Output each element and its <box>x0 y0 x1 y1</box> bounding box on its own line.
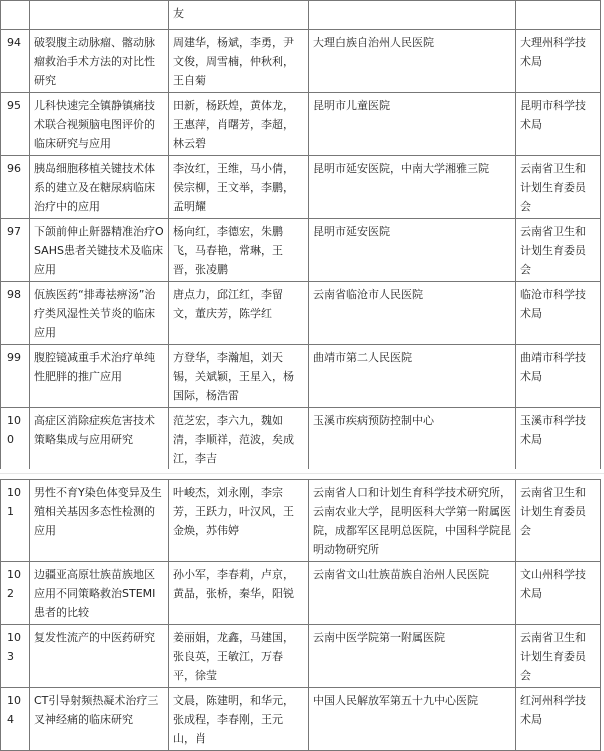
unit-cell: 云南省人口和计划生育科学技术研究所，云南农业大学，昆明医科大学第一附属医院，成都军区昆明总医院，中国科学院昆明动物研究所 <box>309 480 516 562</box>
recommender-cell: 昆明市科学技术局 <box>516 93 601 156</box>
table-row <box>1 219 601 282</box>
unit-cell: 中国人民解放军第五十九中心医院 <box>309 688 516 751</box>
table-row <box>1 480 601 562</box>
recommender-cell: 文山州科学技术局 <box>516 562 601 625</box>
people-cell: 周建华，杨斌，李勇，尹文俊，周雪楠，仲秋利，王自菊 <box>169 30 309 93</box>
people-cell: 文晨，陈建明，和华元，张成程，李春刚，王元山，肖 <box>169 688 309 751</box>
table-row <box>1 625 601 688</box>
table-row-fragment <box>1 1 601 30</box>
number-cell: 101 <box>1 480 30 562</box>
recommender-cell: 云南省卫生和计划生育委员会 <box>516 625 601 688</box>
unit-cell: 云南中医学院第一附属医院 <box>309 625 516 688</box>
unit-cell: 云南省临沧市人民医院 <box>309 282 516 345</box>
recommender-cell: 云南省卫生和计划生育委员会 <box>516 480 601 562</box>
recommender-cell: 红河州科学技术局 <box>516 688 601 751</box>
people-cell: 叶峻杰，刘永刚，李宗芳，王跃力，叶汉风，王金焕，苏伟婷 <box>169 480 309 562</box>
table-row <box>1 30 601 93</box>
people-cell: 杨向红，李德宏，朱鹏飞，马春艳，常琳，王晋，张凌鹏 <box>169 219 309 282</box>
unit-cell: 曲靖市第二人民医院 <box>309 345 516 408</box>
title-cell: 破裂腹主动脉瘤、髂动脉瘤救治手术方法的对比性研究 <box>30 30 169 93</box>
number-cell: 94 <box>1 30 30 93</box>
unit-cell: 昆明市儿童医院 <box>309 93 516 156</box>
people-cell: 姜丽娟，龙鑫，马建国，张良英，王敏江，万春平，徐莹 <box>169 625 309 688</box>
number-cell: 103 <box>1 625 30 688</box>
recommender-cell: 玉溪市科学技术局 <box>516 408 601 471</box>
table-row <box>1 345 601 408</box>
recommender-cell: 云南省卫生和计划生育委员会 <box>516 156 601 219</box>
recommender-cell: 云南省卫生和计划生育委员会 <box>516 219 601 282</box>
number-cell: 97 <box>1 219 30 282</box>
title-cell: 儿科快速完全镇静镇痛技术联合视频脑电图评价的临床研究与应用 <box>30 93 169 156</box>
title-cell: CT引导射频热凝术治疗三叉神经痛的临床研究 <box>30 688 169 751</box>
title-cell: 高症区消除症疾危害技术策略集成与应用研究 <box>30 408 169 471</box>
number-cell: 98 <box>1 282 30 345</box>
table-row <box>1 408 601 471</box>
table-row <box>1 562 601 625</box>
people-cell: 田新，杨跃煌，黄体龙，王惠萍，肖曙芳，李超，林云碧 <box>169 93 309 156</box>
number-cell: 104 <box>1 688 30 751</box>
unit-cell: 玉溪市疾病预防控制中心 <box>309 408 516 471</box>
people-cell: 李汝红，王维，马小倩，侯宗柳，王文举，李鹏，孟明耀 <box>169 156 309 219</box>
title-cell: 佤族医药“排毒祛痹汤”治疗类风湿性关节炎的临床应用 <box>30 282 169 345</box>
recommender-cell: 曲靖市科学技术局 <box>516 345 601 408</box>
page-break-gap <box>0 469 604 479</box>
title-cell: 边疆亚高原壮族苗族地区应用不同策略救治STEMI患者的比较 <box>30 562 169 625</box>
people-cell: 孙小军，李春莉，卢京，黄晶，张桥，秦华，阳锐 <box>169 562 309 625</box>
recommender-cell: 大理州科学技术局 <box>516 30 601 93</box>
page-break-line <box>0 473 604 474</box>
title-cell: 男性不育Y染色体变异及生殖相关基因多态性检测的应用 <box>30 480 169 562</box>
recommender-cell: 临沧市科学技术局 <box>516 282 601 345</box>
table-row <box>1 688 601 751</box>
people-cell: 范芝宏，李六九，魏如清，李顺祥，范波，矣成江，李吉 <box>169 408 309 471</box>
unit-cell: 大理白族自治州人民医院 <box>309 30 516 93</box>
table-row <box>1 282 601 345</box>
table-row <box>1 156 601 219</box>
number-cell: 100 <box>1 408 30 471</box>
number-cell: 102 <box>1 562 30 625</box>
people-cell: 方登华，李瀚旭，刘天锡，关斌颖，王星入，杨国际，杨浩雷 <box>169 345 309 408</box>
number-cell: 95 <box>1 93 30 156</box>
people-cell: 唐点力，邱江红，李留文，董庆芳，陈学红 <box>169 282 309 345</box>
title-cell: 腹腔镜减重手术治疗单纯性肥胖的推广应用 <box>30 345 169 408</box>
number-cell: 96 <box>1 156 30 219</box>
title-cell: 复发性流产的中医药研究 <box>30 625 169 688</box>
unit-cell: 昆明市延安医院 <box>309 219 516 282</box>
unit-cell: 云南省文山壮族苗族自治州人民医院 <box>309 562 516 625</box>
awards-table-bottom <box>0 479 601 751</box>
people-cell: 友 <box>169 1 309 30</box>
title-cell: 下颌前伸止鼾器精准治疗OSAHS患者关键技术及临床应用 <box>30 219 169 282</box>
unit-cell: 昆明市延安医院，中南大学湘雅三院 <box>309 156 516 219</box>
table-row <box>1 93 601 156</box>
number-cell: 99 <box>1 345 30 408</box>
title-cell: 胰岛细胞移植关键技术体系的建立及在糖尿病临床治疗中的应用 <box>30 156 169 219</box>
